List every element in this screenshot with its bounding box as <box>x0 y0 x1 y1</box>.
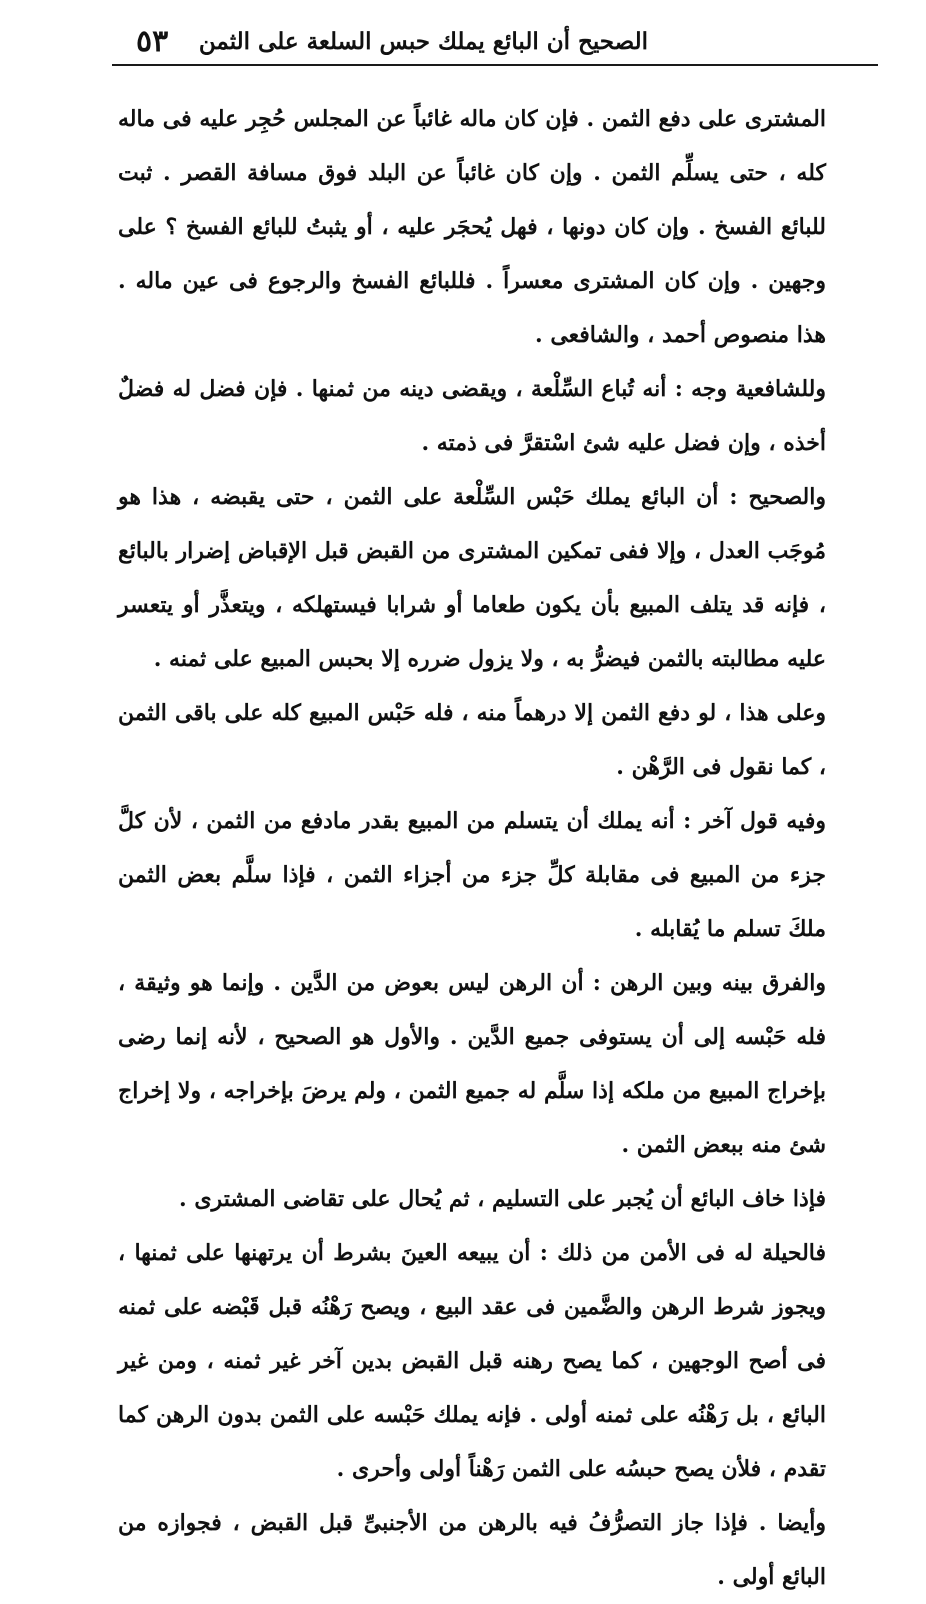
paragraph-1: المشترى على دفع الثمن . فإن كان ماله غائباً عن المجلس حُجِر عليه فى ماله كله ، حتى يسلِّم الثمن . وإن كان غائباً عن البلد فوق مسافة القصر . ثبت للبائع الفسخ . وإن كان دونها ، فهل يُحجَر عليه ، أو يثبتُ للبائع الفسخ ؟ على وجهين . وإن كان المشترى معسراً . فللبائع الفسخ والرجوع فى عين ماله . هذا منصوص أحمد ، والشافعى . <box>118 106 826 348</box>
paragraph-7: فإذا خاف البائع أن يُجبر على التسليم ، ثم يُحال على تقاضى المشترى . <box>179 1186 826 1212</box>
page-body <box>118 92 826 1590</box>
header-rule <box>112 64 878 66</box>
paragraph-5: وفيه قول آخر : أنه يملك أن يتسلم من المبيع بقدر مادفع من الثمن ، لأن كلَّ جزء من المبيع فى مقابلة كلِّ جزء من أجزاء الثمن ، فإذا سلَّم بعض الثمن ملكَ تسلم ما يُقابله . <box>118 808 826 942</box>
paragraph-8: فالحيلة له فى الأمن من ذلك : أن يبيعه العينَ بشرط أن يرتهنها على ثمنها ، ويجوز شرط الرهن والضَّمين فى عقد البيع ، ويصح رَهْنُه قبل قَبْضه على ثمنه فى أصح الوجهين ، كما يصح رهنه قبل القبض بدين آخر غير ثمنه ، ومن غير البائع ، بل رَهْنُه على ثمنه أولى . فإنه يملك حَبْسه على الثمن بدون الرهن كما تقدم ، فلأن يصح حبسُه على الثمن رَهْناً أولى وأحرى . <box>118 1240 826 1482</box>
paragraph-4: وعلى هذا ، لو دفع الثمن إلا درهماً منه ، فله حَبْس المبيع كله على باقى الثمن ، كما نقول فى الرَّهْن . <box>118 700 826 780</box>
paragraph-9: وأيضا . فإذا جاز التصرُّفُ فيه بالرهن من الأجنبىِّ قبل القبض ، فجوازه من البائع أولى . <box>118 1510 826 1590</box>
running-head: الصحيح أن البائع يملك حبس السلعة على الثمن <box>198 28 648 55</box>
paragraph-6: والفرق بينه وبين الرهن : أن الرهن ليس بعوض من الدَّين . وإنما هو وثيقة ، فله حَبْسه إلى أن يستوفى جميع الدَّين . والأول هو الصحيح ، لأنه إنما رضى بإخراج المبيع من ملكه إذا سلَّم له جميع الثمن ، ولم يرضَ بإخراجه ، ولا إخراج شئ منه ببعض الثمن . <box>118 970 826 1158</box>
page-number: ٥٣ <box>136 24 169 59</box>
paragraph-2: وللشافعية وجه : أنه تُباع السِّلْعة ، ويقضى دينه من ثمنها . فإن فضل له فضلٌ أخذه ، وإن فضل عليه شئ اسْتقرَّ فى ذمته . <box>118 376 826 456</box>
paragraph-3: والصحيح : أن البائع يملك حَبْس السِّلْعة على الثمن ، حتى يقبضه ، هذا هو مُوجَب العدل ، وإلا ففى تمكين المشترى من القبض قبل الإقباض إضرار بالبائع ، فإنه قد يتلف المبيع بأن يكون طعاما أو شرابا فيستهلكه ، ويتعذَّر أو يتعسر عليه مطالبته بالثمن فيضرُّ به ، ولا يزول ضرره إلا بحبس المبيع على ثمنه . <box>118 484 826 672</box>
